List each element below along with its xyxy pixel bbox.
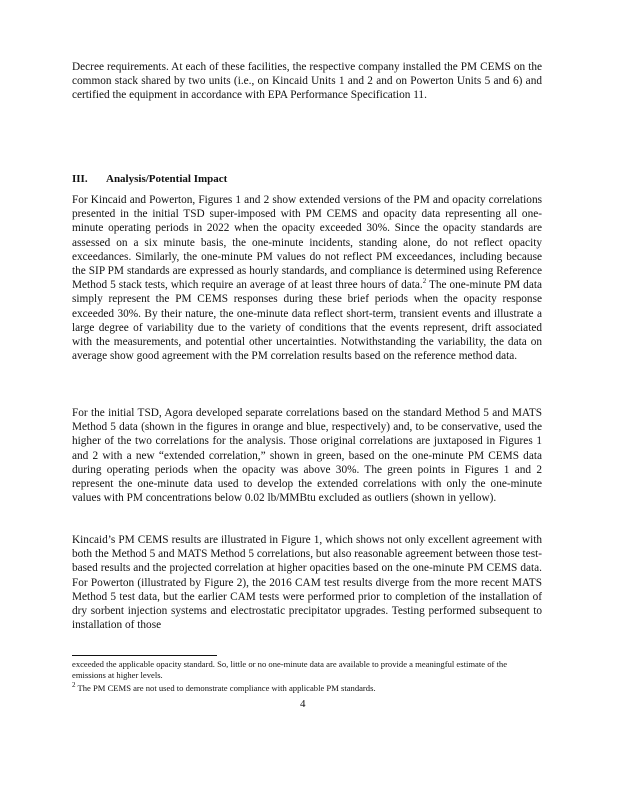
paragraph-kincaid-results: Kincaid’s PM CEMS results are illustrated in Figure 1, which shows not only excellent agreement with both the Method 5 and MATS Method 5 correlations, but also reasonable agreement between those test-based results and the projected correlation at higher opacities based on the one-minute PM CEMS data. For Powerton (illustrated by Figure 2), the 2016 CAM test results diverge from the more recent MATS Method 5 test data, but the earlier CAM tests were performed prior to completion of the installation of dry sorbent injection systems and electrostatic precipitator upgrades. Testing performed subsequent to installation of those xyxy=(72,534,542,632)
footnote-2-text: The PM CEMS are not used to demonstrate compliance with applicable PM standards. xyxy=(75,683,376,693)
page-number: 4 xyxy=(300,698,306,710)
paragraph-correlations: For the initial TSD, Agora developed separate correlations based on the standard Method 5 and MATS Method 5 data (shown in the figures in orange and blue, respectively) and, to be conservative, used the higher of the two correlations for the analysis. Those original correlations are juxtaposed in Figures 1 and 2 with a new “extended correlation,” shown in green, based on the one-minute PM CEMS data during operating periods when the opacity was above 30%. The green points in Figures 1 and 2 represent the one-minute data used to develop the extended correlations with only the one-minute values with PM concentrations below 0.02 lb/MMBtu excluded as outliers (shown in yellow). xyxy=(72,407,542,505)
paragraph-decree-requirements: Decree requirements. At each of these facilities, the respective company installed the PM CEMS on the common stack shared by two units (i.e., on Kincaid Units 1 and 2 and on Powerton Units 5 and 6) and certified the equipment in accordance with EPA Performance Specification 11. xyxy=(72,61,542,102)
paragraph-analysis-part2: The one-minute PM data simply represent the PM CEMS responses during these brief periods when the opacity response exceeded 30%. By their nature, the one-minute data reflect short-term, transient events and illustrate a large degree of variability due to the variety of conditions that the events represent, drift associated with the measurements, and potential other uncertainties. Notwithstanding the variability, the data on average show good agreement with the PM correlation results based on the reference method data. xyxy=(72,279,542,363)
section-title: Analysis/Potential Impact xyxy=(106,173,228,185)
footnote-ref-2[interactable]: 2 xyxy=(422,277,427,286)
section-number: III. xyxy=(72,173,88,185)
footnote-continued: exceeded the applicable opacity standard. So, little or no one-minute data are available to provide a meaningful estimate of the emissions at higher levels. xyxy=(72,659,508,680)
footnote-divider xyxy=(72,655,217,656)
paragraph-analysis xyxy=(72,193,542,363)
footnote-2 xyxy=(72,683,542,694)
paragraph-analysis-part1: For Kincaid and Powerton, Figures 1 and 2 show extended versions of the PM and opacity correlations presented in the initial TSD super-imposed with PM CEMS and opacity data representing all one-minute operating periods in 2022 when the opacity exceeded 30%. Since the opacity standards are assessed on a six minute basis, the one-minute incidents, standing alone, do not reflect opacity exceedances. Similarly, the one-minute PM values do not reflect PM exceedances, including because the SIP PM standards are expressed as hourly standards, and compliance is determined using Reference Method 5 stack tests, which require an average of at least three hours of data. xyxy=(72,194,542,292)
section-heading xyxy=(72,173,227,185)
footnote-2-mark: 2 xyxy=(72,681,76,690)
